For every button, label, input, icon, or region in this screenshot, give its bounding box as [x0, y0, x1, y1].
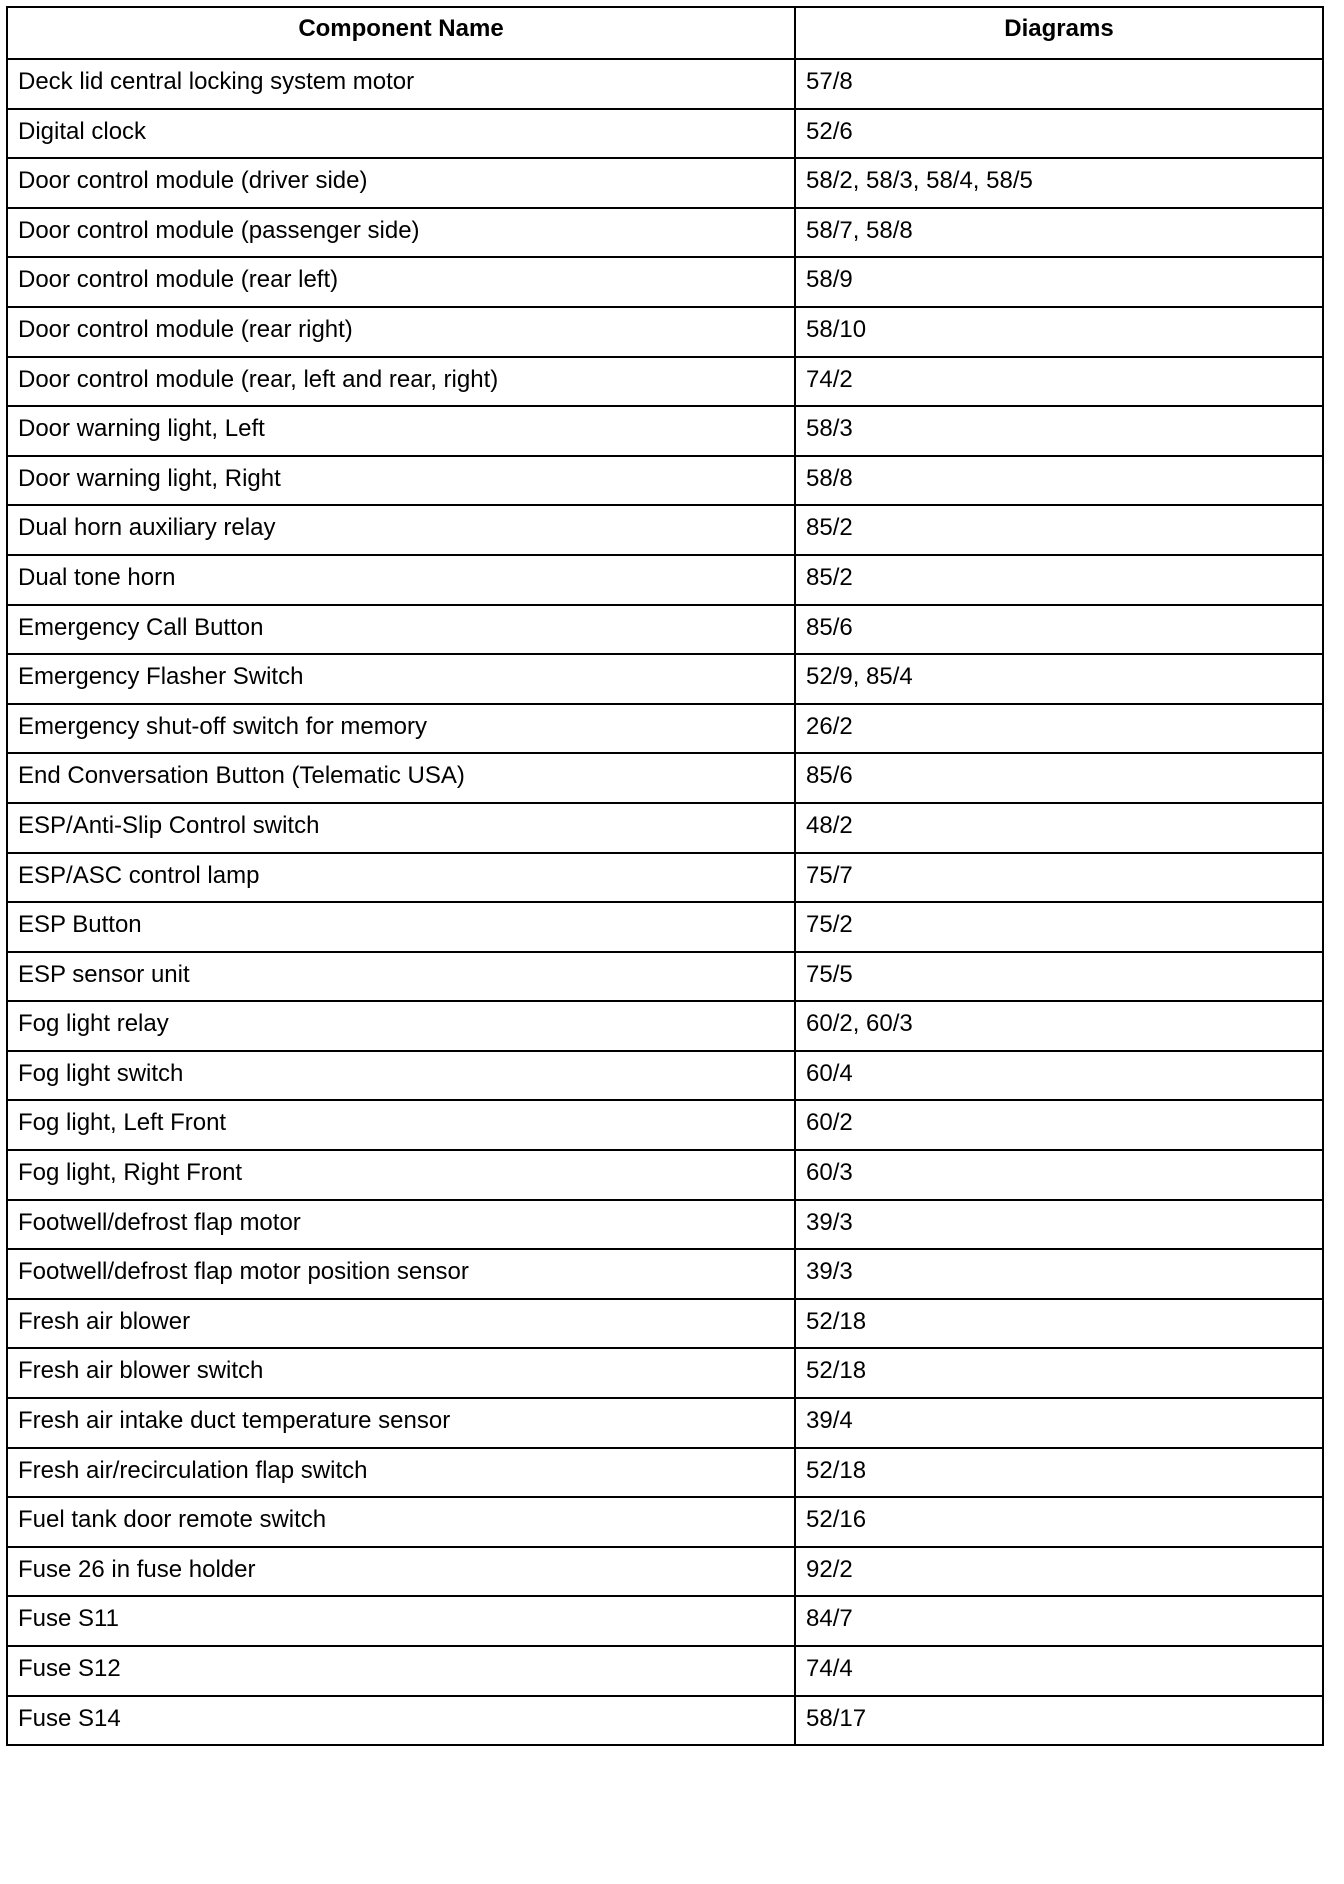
- table-row: [7, 307, 1323, 357]
- table-row: [7, 1150, 1323, 1200]
- component-name-cell: Fresh air blower switch: [7, 1348, 795, 1398]
- table-row: [7, 208, 1323, 258]
- table-row: [7, 902, 1323, 952]
- component-name-cell: Footwell/defrost flap motor: [7, 1200, 795, 1250]
- diagrams-cell: 75/5: [795, 952, 1323, 1002]
- component-diagram-table: [6, 6, 1324, 1746]
- diagrams-cell: 60/4: [795, 1051, 1323, 1101]
- diagrams-cell: 74/4: [795, 1646, 1323, 1696]
- table-row: [7, 1448, 1323, 1498]
- diagrams-cell: 58/7, 58/8: [795, 208, 1323, 258]
- table-row: [7, 109, 1323, 159]
- component-name-cell: Door control module (passenger side): [7, 208, 795, 258]
- diagrams-cell: 52/16: [795, 1497, 1323, 1547]
- diagrams-cell: 52/18: [795, 1299, 1323, 1349]
- component-name-cell: Dual horn auxiliary relay: [7, 505, 795, 555]
- diagrams-cell: 52/18: [795, 1448, 1323, 1498]
- component-name-cell: Door control module (rear, left and rear, right): [7, 357, 795, 407]
- component-name-cell: Fresh air blower: [7, 1299, 795, 1349]
- component-name-cell: Emergency Call Button: [7, 605, 795, 655]
- table-row: [7, 803, 1323, 853]
- diagrams-cell: 48/2: [795, 803, 1323, 853]
- diagrams-cell: 58/10: [795, 307, 1323, 357]
- table-row: [7, 505, 1323, 555]
- component-name-cell: End Conversation Button (Telematic USA): [7, 753, 795, 803]
- diagrams-cell: 58/8: [795, 456, 1323, 506]
- table-header-row: [7, 7, 1323, 59]
- diagrams-cell: 60/2, 60/3: [795, 1001, 1323, 1051]
- table-row: [7, 357, 1323, 407]
- diagrams-cell: 58/9: [795, 257, 1323, 307]
- table-row: [7, 1200, 1323, 1250]
- table-row: [7, 1398, 1323, 1448]
- component-name-cell: Door warning light, Right: [7, 456, 795, 506]
- table-row: [7, 1051, 1323, 1101]
- table-row: [7, 406, 1323, 456]
- table-row: [7, 1299, 1323, 1349]
- diagrams-cell: 60/2: [795, 1100, 1323, 1150]
- diagrams-cell: 92/2: [795, 1547, 1323, 1597]
- table-row: [7, 654, 1323, 704]
- table-row: [7, 704, 1323, 754]
- component-name-cell: Deck lid central locking system motor: [7, 59, 795, 109]
- table-row: [7, 853, 1323, 903]
- table-row: [7, 59, 1323, 109]
- table-row: [7, 605, 1323, 655]
- table-row: [7, 257, 1323, 307]
- table-row: [7, 1348, 1323, 1398]
- table-row: [7, 753, 1323, 803]
- component-name-cell: Fuse S11: [7, 1596, 795, 1646]
- component-name-cell: Emergency shut-off switch for memory: [7, 704, 795, 754]
- component-name-cell: Fresh air/recirculation flap switch: [7, 1448, 795, 1498]
- table-row: [7, 1596, 1323, 1646]
- component-name-cell: Fog light, Left Front: [7, 1100, 795, 1150]
- diagrams-cell: 39/4: [795, 1398, 1323, 1448]
- diagrams-cell: 58/17: [795, 1696, 1323, 1746]
- component-name-cell: Dual tone horn: [7, 555, 795, 605]
- diagrams-cell: 26/2: [795, 704, 1323, 754]
- table-row: [7, 952, 1323, 1002]
- diagrams-cell: 85/6: [795, 605, 1323, 655]
- diagrams-cell: 52/6: [795, 109, 1323, 159]
- column-header-component-name: Component Name: [7, 7, 795, 59]
- diagrams-cell: 52/18: [795, 1348, 1323, 1398]
- diagrams-cell: 58/3: [795, 406, 1323, 456]
- component-name-cell: Emergency Flasher Switch: [7, 654, 795, 704]
- diagrams-cell: 85/2: [795, 505, 1323, 555]
- diagrams-cell: 58/2, 58/3, 58/4, 58/5: [795, 158, 1323, 208]
- table-row: [7, 555, 1323, 605]
- component-name-cell: ESP/Anti-Slip Control switch: [7, 803, 795, 853]
- component-name-cell: Fog light, Right Front: [7, 1150, 795, 1200]
- table-row: [7, 1100, 1323, 1150]
- component-name-cell: Fuel tank door remote switch: [7, 1497, 795, 1547]
- table-row: [7, 1547, 1323, 1597]
- component-name-cell: Door control module (rear left): [7, 257, 795, 307]
- column-header-diagrams: Diagrams: [795, 7, 1323, 59]
- table-row: [7, 1001, 1323, 1051]
- diagrams-cell: 85/2: [795, 555, 1323, 605]
- component-name-cell: Door warning light, Left: [7, 406, 795, 456]
- component-name-cell: Fog light switch: [7, 1051, 795, 1101]
- diagrams-cell: 85/6: [795, 753, 1323, 803]
- diagrams-cell: 52/9, 85/4: [795, 654, 1323, 704]
- table-row: [7, 1696, 1323, 1746]
- table-body: [7, 59, 1323, 1745]
- diagrams-cell: 57/8: [795, 59, 1323, 109]
- diagrams-cell: 75/7: [795, 853, 1323, 903]
- diagrams-cell: 84/7: [795, 1596, 1323, 1646]
- table-row: [7, 1249, 1323, 1299]
- component-name-cell: ESP Button: [7, 902, 795, 952]
- component-name-cell: Digital clock: [7, 109, 795, 159]
- table-row: [7, 456, 1323, 506]
- component-name-cell: ESP sensor unit: [7, 952, 795, 1002]
- component-name-cell: Fuse 26 in fuse holder: [7, 1547, 795, 1597]
- table-row: [7, 158, 1323, 208]
- diagrams-cell: 75/2: [795, 902, 1323, 952]
- component-name-cell: Door control module (driver side): [7, 158, 795, 208]
- component-name-cell: Fuse S14: [7, 1696, 795, 1746]
- component-name-cell: ESP/ASC control lamp: [7, 853, 795, 903]
- component-name-cell: Door control module (rear right): [7, 307, 795, 357]
- component-name-cell: Fresh air intake duct temperature sensor: [7, 1398, 795, 1448]
- component-name-cell: Fuse S12: [7, 1646, 795, 1696]
- diagrams-cell: 39/3: [795, 1249, 1323, 1299]
- diagrams-cell: 39/3: [795, 1200, 1323, 1250]
- diagrams-cell: 74/2: [795, 357, 1323, 407]
- diagrams-cell: 60/3: [795, 1150, 1323, 1200]
- table-row: [7, 1497, 1323, 1547]
- component-name-cell: Fog light relay: [7, 1001, 795, 1051]
- table-row: [7, 1646, 1323, 1696]
- component-name-cell: Footwell/defrost flap motor position sensor: [7, 1249, 795, 1299]
